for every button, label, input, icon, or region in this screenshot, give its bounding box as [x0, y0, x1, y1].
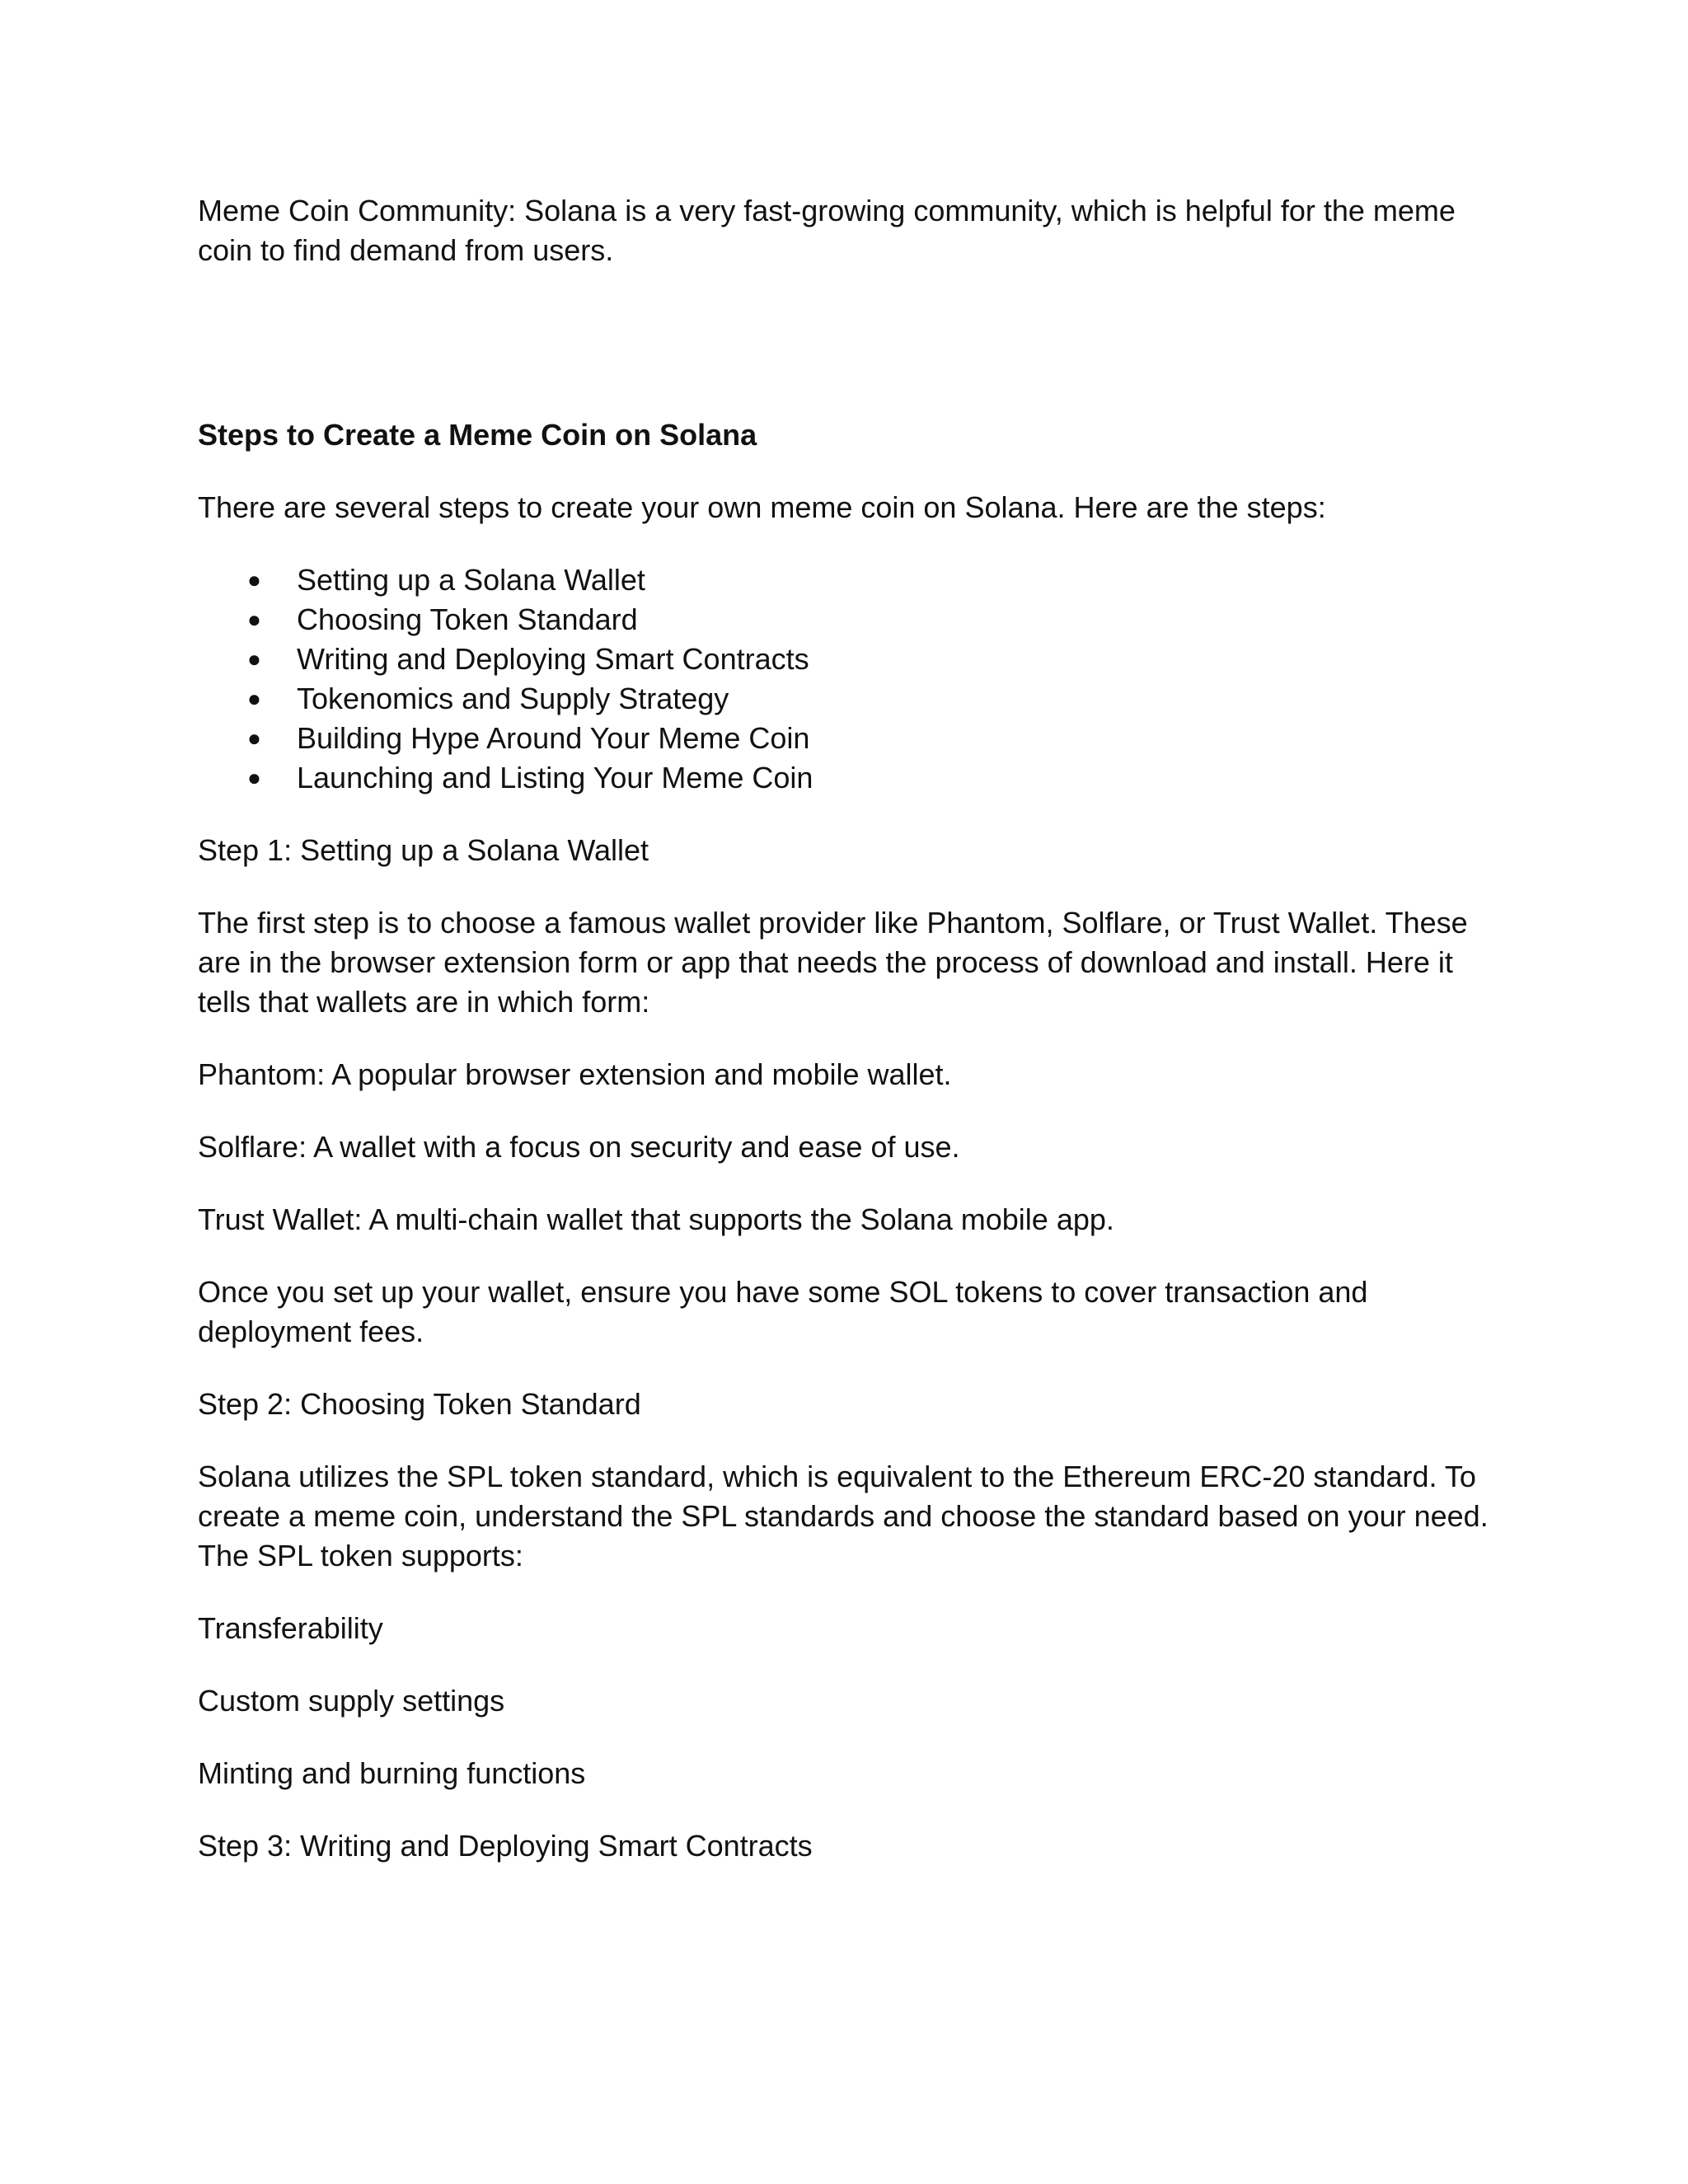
list-item — [198, 560, 1500, 600]
step2-paragraph: Solana utilizes the SPL token standard, which is equivalent to the Ethereum ERC-20 standard. To create a meme coin, understand the SPL standards and choose the standard based on your need. The SPL token supports: — [198, 1460, 1489, 1572]
list-item-text: Launching and Listing Your Meme Coin — [297, 761, 814, 794]
list-item-text: Choosing Token Standard — [297, 602, 638, 636]
solflare-line: Solflare: A wallet with a focus on security and ease of use. — [198, 1130, 960, 1164]
step1-title: Step 1: Setting up a Solana Wallet — [198, 833, 649, 867]
trust-wallet-line: Trust Wallet: A multi-chain wallet that supports the Solana mobile app. — [198, 1202, 1114, 1236]
list-item-text: Setting up a Solana Wallet — [297, 563, 645, 597]
step1-paragraph: The first step is to choose a famous wallet provider like Phantom, Solflare, or Trust Wallet. These are in the browser extension form or app that needs the process of download and install. Here it tells that wallets are in which form: — [198, 906, 1468, 1019]
steps-list — [198, 560, 1500, 798]
feature-custom-supply: Custom supply settings — [198, 1684, 505, 1718]
feature-transferability: Transferability — [198, 1611, 383, 1645]
step1-closing-paragraph: Once you set up your wallet, ensure you have some SOL tokens to cover transaction and deployment fees. — [198, 1275, 1368, 1348]
bullet-icon: ● — [247, 607, 261, 632]
list-item — [198, 758, 1500, 798]
bullet-icon: ● — [247, 567, 261, 593]
list-item-text: Tokenomics and Supply Strategy — [297, 682, 729, 715]
bullet-icon: ● — [247, 725, 261, 751]
steps-intro: There are several steps to create your own meme coin on Solana. Here are the steps: — [198, 490, 1326, 524]
list-item-text: Writing and Deploying Smart Contracts — [297, 642, 809, 676]
list-item — [198, 679, 1500, 719]
list-item — [198, 719, 1500, 758]
list-item — [198, 640, 1500, 679]
phantom-line: Phantom: A popular browser extension and mobile wallet. — [198, 1057, 952, 1091]
document-page — [198, 191, 1500, 1899]
list-item-text: Building Hype Around Your Meme Coin — [297, 721, 810, 755]
bullet-icon: ● — [247, 646, 261, 672]
feature-minting-burning: Minting and burning functions — [198, 1756, 586, 1790]
intro-paragraph: Meme Coin Community: Solana is a very fast-growing community, which is helpful for the meme coin to find demand from users. — [198, 194, 1456, 267]
bullet-icon: ● — [247, 686, 261, 711]
step3-title: Step 3: Writing and Deploying Smart Contracts — [198, 1829, 813, 1863]
list-item — [198, 600, 1500, 640]
bullet-icon: ● — [247, 765, 261, 790]
step2-title: Step 2: Choosing Token Standard — [198, 1387, 641, 1421]
section-heading: Steps to Create a Meme Coin on Solana — [198, 418, 757, 452]
